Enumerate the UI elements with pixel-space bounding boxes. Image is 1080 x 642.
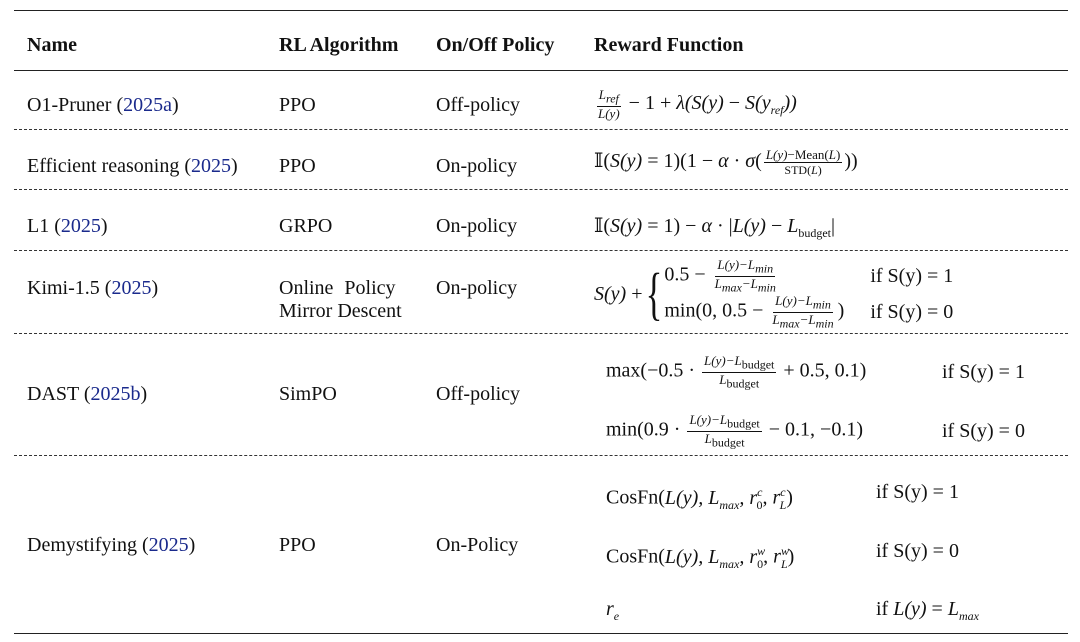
method-name: Efficient reasoning — [27, 155, 180, 177]
row-kimi-reward: S(y) + { 0.5 − $\frac{L(y)-L_{min}}{L_{max}-L_{min}}$ if S(y) = 1 min(0, 0.5 − $\frac{L(y)-L_{min}}{L_{max}-L_{min}}$ ) if S(y) = 0 — [594, 257, 954, 331]
row-divider — [14, 250, 1068, 251]
header-policy: On/Off Policy — [436, 34, 555, 56]
header-name: Name — [27, 34, 77, 56]
row-o1-pruner-algo: PPO — [279, 94, 316, 116]
row-o1-pruner-reward: $\frac{L_{ref}}{L(y)}$ − $1 + \lambda(S(y) - S(y_{ref}))$ — [598, 87, 797, 121]
row-l1-policy: On-policy — [436, 215, 518, 237]
row-o1-pruner-name: O1-Pruner (2025a) — [27, 94, 179, 116]
top-rule — [14, 10, 1068, 11]
row-kimi-name: Kimi-1.5 (2025) — [27, 277, 159, 299]
row-efficient-reasoning-algo: PPO — [279, 155, 316, 177]
citation-link[interactable]: 2025 — [191, 155, 232, 177]
row-demystifying-algo: PPO — [279, 534, 316, 556]
citation-link[interactable]: 2025 — [111, 277, 152, 299]
row-kimi-algo — [279, 277, 402, 323]
row-divider — [14, 189, 1068, 190]
row-l1-name: L1 (2025) — [27, 215, 108, 237]
header-rule — [14, 70, 1068, 71]
bottom-rule — [14, 633, 1068, 634]
algo-line: Online Policy — [279, 277, 396, 299]
citation-link[interactable]: 2025 — [148, 534, 189, 556]
row-l1-reward: 𝕀(S(y) = $1) - \alpha \cdot |L(y) - L_{budget}|$ — [594, 215, 836, 240]
method-name: Demystifying — [27, 534, 137, 556]
row-demystifying-condition-1: if S(y) = 1 — [876, 481, 959, 503]
row-demystifying-reward-2: CosFn(L(y), $L_{max}$, $r^w_0$, $r^w_L$) — [606, 544, 795, 571]
method-name: L1 — [27, 215, 50, 237]
row-dast-condition-1: if S(y) = 1 — [942, 361, 1025, 383]
algo-line: Mirror Descent — [279, 300, 402, 322]
citation-link[interactable]: 2025a — [123, 94, 172, 116]
row-demystifying-reward-1: CosFn(L(y), $L_{max}$, $r^c_0$, $r^c_L$) — [606, 485, 793, 512]
row-divider — [14, 455, 1068, 456]
row-efficient-reasoning-name: Efficient reasoning (2025) — [27, 155, 238, 177]
row-kimi-policy: On-policy — [436, 277, 518, 299]
condition-success: if S(y) = 1 — [870, 265, 954, 288]
header-reward-function: Reward Function — [594, 34, 744, 56]
row-demystifying-name: Demystifying (2025) — [27, 534, 196, 556]
citation-link[interactable]: 2025 — [60, 215, 101, 237]
row-dast-condition-2: if S(y) = 0 — [942, 420, 1025, 442]
row-dast-reward-1: max(−0.5 · $\frac{L(y)-L_{budget}}{L_{budget}}$ + 0.5, 0.1) — [606, 353, 867, 391]
row-efficient-reasoning-reward: 𝕀(S(y) = 1)(1 − α · σ( $\frac{\text{L(y)−Mean(L)}}{\text{STD(L)}}$ )) — [594, 147, 858, 177]
row-efficient-reasoning-policy: On-policy — [436, 155, 518, 177]
row-dast-reward-2: min(0.9 · $\frac{L(y)-L_{budget}}{L_{budget}}$ − 0.1, −0.1) — [606, 412, 863, 450]
row-divider — [14, 333, 1068, 334]
row-dast-policy: Off-policy — [436, 383, 521, 405]
header-rl-algorithm: RL Algorithm — [279, 34, 399, 56]
row-demystifying-policy: On-Policy — [436, 534, 519, 556]
row-demystifying-condition-3: if $L(y) = L_{max}$ — [876, 598, 979, 623]
row-demystifying-condition-2: if S(y) = 0 — [876, 540, 959, 562]
citation-link[interactable]: 2025b — [90, 383, 141, 405]
condition-failure: if S(y) = 0 — [870, 301, 954, 324]
method-name: Kimi-1.5 — [27, 277, 100, 299]
method-name: DAST — [27, 383, 79, 405]
method-name: O1-Pruner — [27, 94, 112, 116]
row-l1-algo: GRPO — [279, 215, 333, 237]
row-dast-name: DAST (2025b) — [27, 383, 148, 405]
row-dast-algo: SimPO — [279, 383, 337, 405]
row-o1-pruner-policy: Off-policy — [436, 94, 521, 116]
row-divider — [14, 129, 1068, 130]
row-demystifying-reward-3: $r_e$ — [606, 598, 620, 623]
